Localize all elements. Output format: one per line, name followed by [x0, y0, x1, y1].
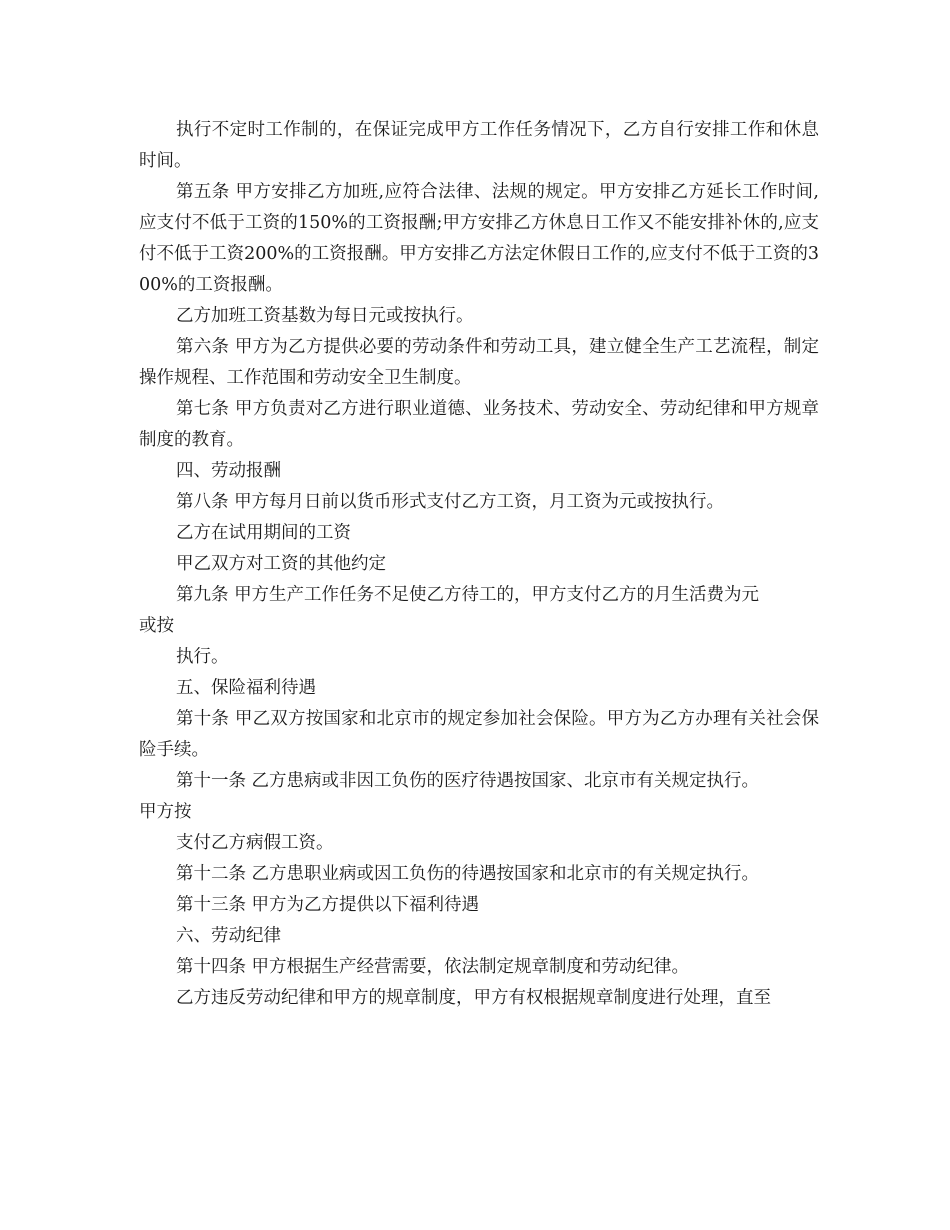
paragraph-13: 第十条 甲乙双方按国家和北京市的规定参加社会保险。甲方为乙方办理有关社会保险手续。 [139, 709, 819, 760]
paragraph-6: 第八条 甲方每月日前以货币形式支付乙方工资，月工资为元或按执行。 [176, 492, 725, 512]
paragraph-4: 第七条 甲方负责对乙方进行职业道德、业务技术、劳动安全、劳动纪律和甲方规章制度的教育。 [139, 399, 819, 450]
paragraph-10: 或按 [139, 616, 174, 636]
paragraph-8: 甲乙双方对工资的其他约定 [176, 554, 386, 574]
section-heading-4: 四、劳动报酬 [176, 461, 281, 481]
paragraph-15: 甲方按 [139, 802, 192, 822]
paragraph-9: 第九条 甲方生产工作任务不足使乙方待工的，甲方支付乙方的月生活费为元 [176, 585, 760, 605]
paragraph-1: 第五条 甲方安排乙方加班,应符合法律、法规的规定。甲方安排乙方延长工作时间,应支付不低于工资的150%的工资报酬;甲方安排乙方休息日工作又不能安排补休的,应支付不低于工资200%的工资报酬。甲方安排乙方法定休假日工作的,应支付不低于工资的300%的工资报酬。 [139, 182, 819, 295]
section-heading-6: 六、劳动纪律 [176, 926, 281, 946]
paragraph-16: 支付乙方病假工资。 [176, 833, 334, 853]
document-body [139, 115, 819, 1014]
paragraph-11: 执行。 [176, 647, 229, 667]
paragraph-3: 第六条 甲方为乙方提供必要的劳动条件和劳动工具，建立健全生产工艺流程，制定操作规程、工作范围和劳动安全卫生制度。 [139, 337, 819, 388]
paragraph-18: 第十三条 甲方为乙方提供以下福利待遇 [176, 895, 480, 915]
paragraph-17: 第十二条 乙方患职业病或因工负伤的待遇按国家和北京市的有关规定执行。 [176, 864, 760, 884]
section-heading-5: 五、保险福利待遇 [176, 678, 316, 698]
paragraph-7: 乙方在试用期间的工资 [176, 523, 351, 543]
paragraph-20: 第十四条 甲方根据生产经营需要，依法制定规章制度和劳动纪律。 [176, 957, 690, 977]
paragraph-0: 执行不定时工作制的，在保证完成甲方工作任务情况下，乙方自行安排工作和休息时间。 [139, 120, 819, 171]
paragraph-14: 第十一条 乙方患病或非因工负伤的医疗待遇按国家、北京市有关规定执行。 [176, 771, 760, 791]
paragraph-21: 乙方违反劳动纪律和甲方的规章制度，甲方有权根据规章制度进行处理，直至 [176, 988, 771, 1008]
paragraph-2: 乙方加班工资基数为每日元或按执行。 [176, 306, 474, 326]
